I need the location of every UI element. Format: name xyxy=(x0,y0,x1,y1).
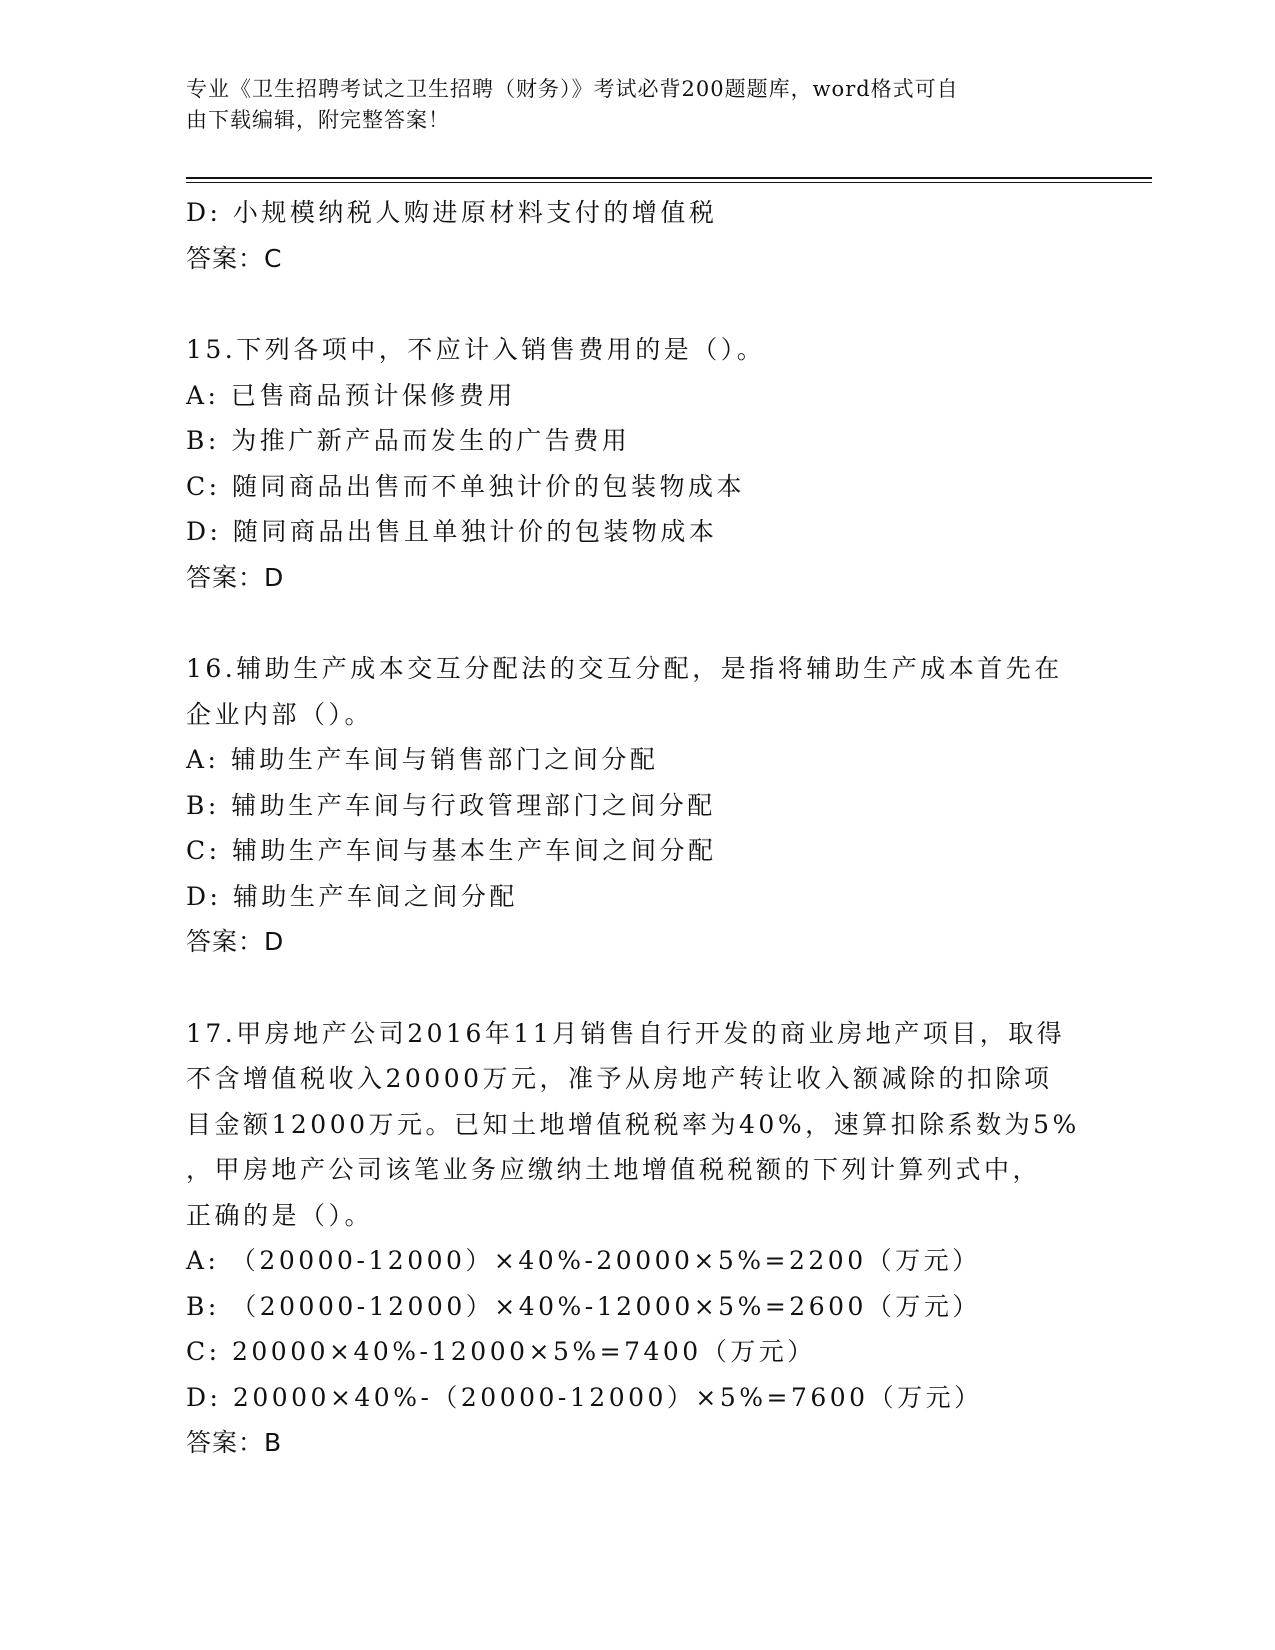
spacer xyxy=(186,600,1086,646)
header-line-1: 专业《卫生招聘考试之卫生招聘（财务）》考试必背200题题库，word格式可自 xyxy=(186,77,959,101)
spacer xyxy=(186,965,1086,1011)
prev-option-d: D: 小规模纳税人购进原材料支付的增值税 xyxy=(186,198,718,227)
prev-answer: 答案：C xyxy=(186,243,283,273)
question-17 xyxy=(186,1011,1086,1466)
header-divider-thick xyxy=(186,177,1152,179)
answer: 答案：D xyxy=(186,927,285,956)
option-b: B: 辅助生产车间与行政管理部门之间分配 xyxy=(186,790,716,820)
question-stem: 16.辅助生产成本交互分配法的交互分配，是指将辅助生产成本首先在 xyxy=(186,654,1063,683)
option-d: D: 辅助生产车间之间分配 xyxy=(186,881,518,911)
question-15 xyxy=(186,327,1086,600)
answer: 答案：D xyxy=(186,562,285,592)
option-d: D: 随同商品出售且单独计价的包装物成本 xyxy=(186,517,718,546)
header-divider-thin xyxy=(186,182,1152,183)
option-c: C: 辅助生产车间与基本生产车间之间分配 xyxy=(186,836,717,865)
option-a: A: 辅助生产车间与销售部门之间分配 xyxy=(186,745,659,774)
answer: 答案：B xyxy=(186,1428,283,1457)
option-d: D: 20000×40%-（20000-12000）×5%=7600（万元） xyxy=(186,1382,983,1412)
question-stem: 15.下列各项中，不应计入销售费用的是（）。 xyxy=(186,335,766,364)
question-16 xyxy=(186,646,1086,965)
question-stem: ，甲房地产公司该笔业务应缴纳土地增值税税额的下列计算列式中， xyxy=(186,1155,1042,1184)
question-stem: 正确的是（）。 xyxy=(186,1200,374,1230)
option-a: A: （20000-12000）×40%-20000×5%=2200（万元） xyxy=(186,1246,981,1275)
spacer xyxy=(186,281,1086,327)
question-list xyxy=(186,190,1086,1466)
question-stem: 企业内部（）。 xyxy=(186,699,374,729)
option-b: B: 为推广新产品而发生的广告费用 xyxy=(186,426,631,455)
option-b: B: （20000-12000）×40%-12000×5%=2600（万元） xyxy=(186,1291,981,1321)
option-c: C: 随同商品出售而不单独计价的包装物成本 xyxy=(186,471,745,501)
question-stem: 不含增值税收入20000万元，准予从房地产转让收入额减除的扣除项 xyxy=(186,1064,1053,1093)
question-stem: 17.甲房地产公司2016年11月销售自行开发的商业房地产项目，取得 xyxy=(186,1018,1066,1048)
header-line-2: 由下载编辑，附完整答案！ xyxy=(186,108,450,132)
option-a: A: 已售商品预计保修费用 xyxy=(186,380,516,410)
question-stem: 目金额12000万元。已知土地增值税税率为40%，速算扣除系数为5% xyxy=(186,1109,1080,1139)
option-c: C: 20000×40%-12000×5%=7400（万元） xyxy=(186,1337,816,1366)
page-header xyxy=(186,74,1066,136)
